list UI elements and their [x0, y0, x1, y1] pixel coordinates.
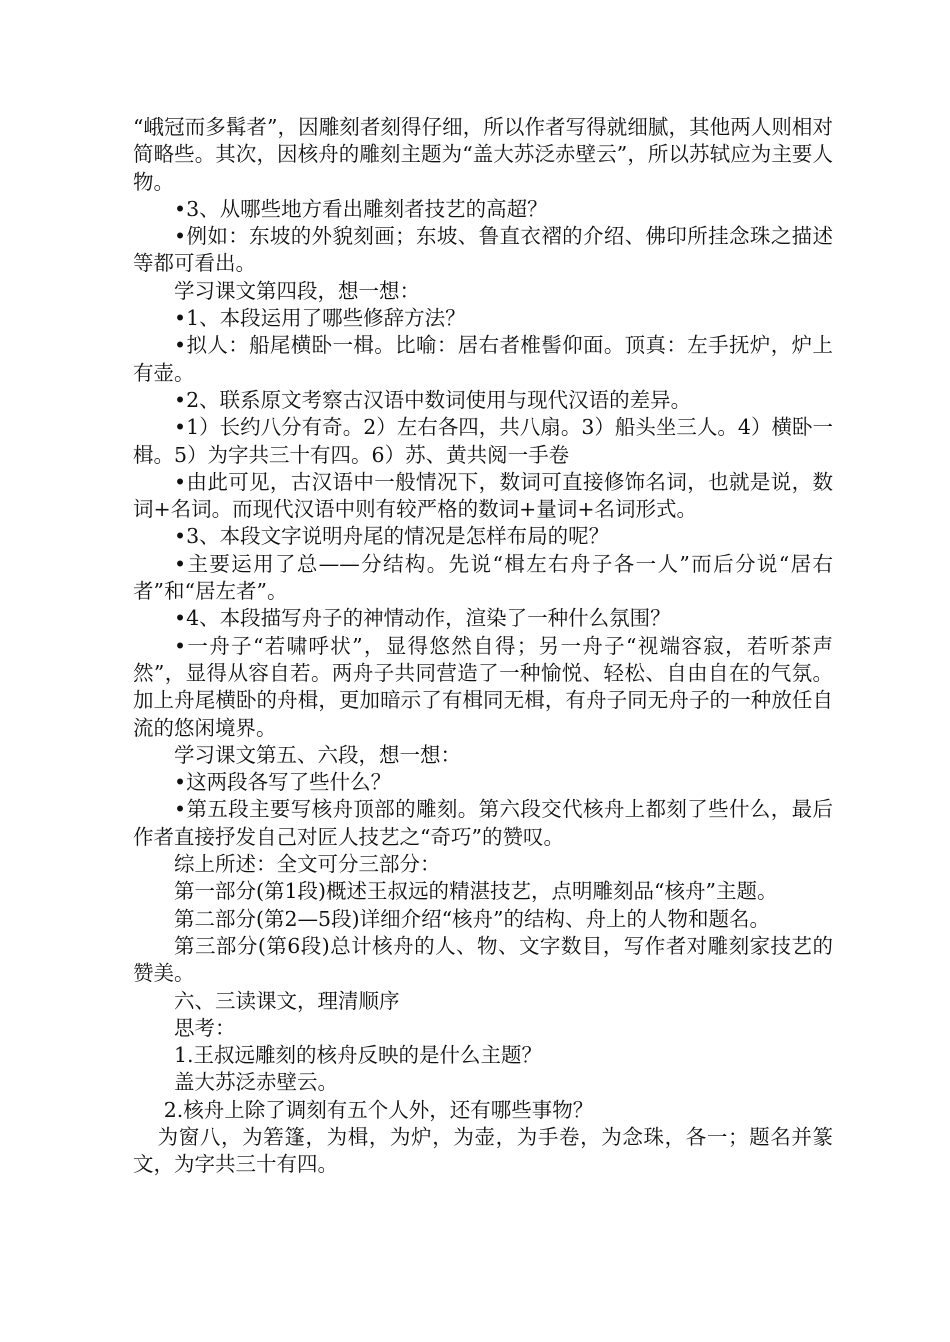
paragraph: •这两段各写了些什么？	[174, 770, 392, 795]
paragraph: •例如：东坡的外貌刻画；东坡、鲁直衣褶的介绍、佛印所挂念珠之描述等都可看出。	[133, 224, 833, 276]
paragraph: 2.核舟上除了调刻有五个人外，还有哪些事物？	[163, 1097, 594, 1122]
paragraph: 1.王叔远雕刻的核舟反映的是什么主题？	[174, 1043, 543, 1068]
paragraph: •1、本段运用了哪些修辞方法？	[174, 306, 466, 331]
document-page	[133, 114, 833, 1179]
paragraph: •拟人：船尾横卧一楫。比喻：居右者椎髻仰面。顶真：左手抚炉，炉上有壶。	[133, 333, 833, 385]
paragraph: 第一部分(第1段)概述王叔远的精湛技艺，点明雕刻品“核舟”主题。	[174, 879, 778, 904]
paragraph: 综上所述：全文可分三部分：	[174, 852, 441, 877]
paragraph: “峨冠而多髯者”，因雕刻者刻得仔细，所以作者写得就细腻，其他两人则相对简略些。其次，因核舟的雕刻主题为“盖大苏泛赤壁云”，所以苏轼应为主要人物。	[133, 115, 833, 194]
paragraph: •第五段主要写核舟顶部的雕刻。第六段交代核舟上都刻了些什么，最后作者直接抒发自己对匠人技艺之“奇巧”的赞叹。	[133, 797, 833, 849]
paragraph: •由此可见，古汉语中一般情况下，数词可直接修饰名词，也就是说，数词+名词。而现代汉语中则有较严格的数词+量词+名词形式。	[133, 469, 833, 522]
paragraph: 学习课文第四段，想一想：	[174, 278, 420, 303]
paragraph: 六、三读课文，理清顺序	[174, 988, 400, 1013]
paragraph: •1）长约八分有奇。2）左右各四，共八扇。3）船头坐三人。4）横卧一楫。5）为字共三十有四。6）苏、黄共阅一手卷	[133, 415, 833, 467]
paragraph: •3、从哪些地方看出雕刻者技艺的高超？	[174, 196, 548, 221]
paragraph: •3、本段文字说明舟尾的情况是怎样布局的呢？	[174, 524, 610, 549]
paragraph: 第三部分(第6段)总计核舟的人、物、文字数目，写作者对雕刻家技艺的赞美。	[133, 933, 833, 986]
paragraph: 第二部分(第2—5段)详细介绍“核舟”的结构、舟上的人物和题名。	[174, 906, 771, 931]
paragraph: •一舟子“若啸呼状”，显得悠然自得；另一舟子“视端容寂，若听茶声然”，显得从容自若。两舟子共同营造了一种愉悦、轻松、自由自在的气氛。加上舟尾横卧的舟楫，更加暗示了有楫同无楫，有舟子同无舟子的一种放任自流的悠闲境界。	[133, 633, 833, 740]
paragraph: 为窗八，为箬篷，为楫，为炉，为壶，为手卷，为念珠，各一；题名并篆文，为字共三十有四。	[133, 1124, 833, 1177]
paragraph: •主要运用了总——分结构。先说“楫左右舟子各一人”而后分说“居右者”和“居左者”。	[133, 551, 833, 604]
paragraph: 学习课文第五、六段，想一想：	[174, 742, 461, 767]
paragraph: •4、本段描写舟子的神情动作，渲染了一种什么氛围？	[174, 606, 671, 631]
paragraph: •2、联系原文考察古汉语中数词使用与现代汉语的差异。	[174, 387, 692, 412]
paragraph: 思考：	[174, 1015, 236, 1040]
paragraph: 盖大苏泛赤壁云。	[174, 1070, 338, 1095]
